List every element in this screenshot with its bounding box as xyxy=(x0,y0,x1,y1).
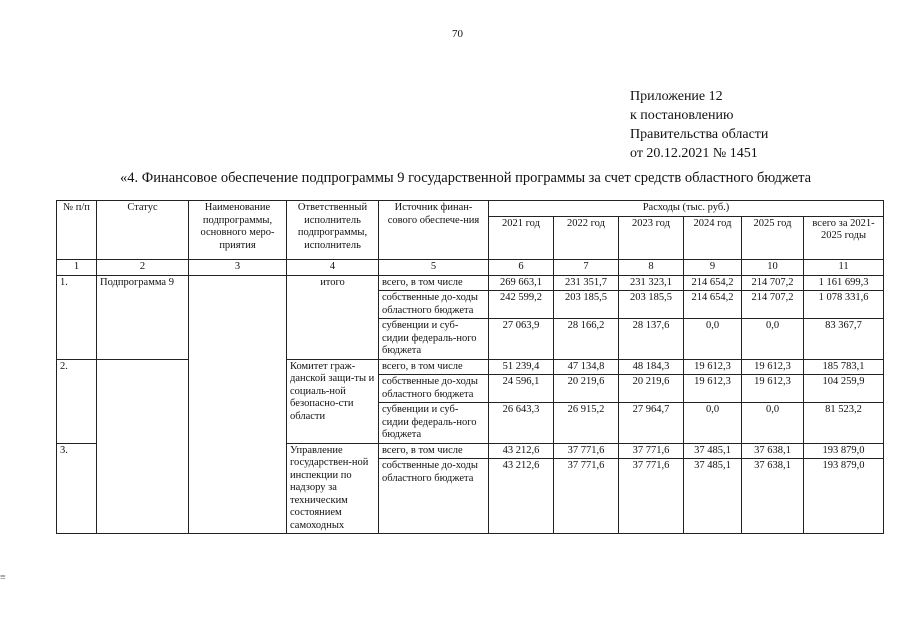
row-source: всего, в том числе xyxy=(379,275,489,291)
value-cell: 37 771,6 xyxy=(619,459,684,534)
value-cell: 37 485,1 xyxy=(684,459,742,534)
value-cell: 203 185,5 xyxy=(554,291,619,319)
row-source: всего, в том числе xyxy=(379,359,489,375)
value-cell: 27 964,7 xyxy=(619,403,684,444)
value-cell: 203 185,5 xyxy=(619,291,684,319)
table-row xyxy=(57,275,884,291)
value-cell: 26 915,2 xyxy=(554,403,619,444)
value-cell: 231 351,7 xyxy=(554,275,619,291)
value-cell: 27 063,9 xyxy=(489,319,554,360)
value-cell: 0,0 xyxy=(684,403,742,444)
header-name: Наименование подпрограммы, основного меро-приятия xyxy=(189,201,287,260)
value-cell: 48 184,3 xyxy=(619,359,684,375)
document-heading: «4. Финансовое обеспечение подпрограммы 9 государственной программы за счет средств областного бюджета xyxy=(120,170,812,186)
value-cell: 193 879,0 xyxy=(804,459,884,534)
row-num: 2. xyxy=(57,359,97,443)
value-cell: 242 599,2 xyxy=(489,291,554,319)
header-total: всего за 2021-2025 годы xyxy=(804,216,884,259)
appendix-line: к постановлению xyxy=(630,108,734,123)
value-cell: 0,0 xyxy=(684,319,742,360)
row-source: всего, в том числе xyxy=(379,443,489,459)
value-cell: 231 323,1 xyxy=(619,275,684,291)
column-number: 11 xyxy=(804,259,884,275)
value-cell: 214 654,2 xyxy=(684,291,742,319)
table-row xyxy=(57,359,884,375)
header-year: 2021 год xyxy=(489,216,554,259)
row-name xyxy=(189,275,287,534)
value-cell: 185 783,1 xyxy=(804,359,884,375)
value-cell: 0,0 xyxy=(742,319,804,360)
value-cell: 214 707,2 xyxy=(742,291,804,319)
column-number: 2 xyxy=(97,259,189,275)
header-num: № п/п xyxy=(57,201,97,260)
column-number: 7 xyxy=(554,259,619,275)
row-num: 3. xyxy=(57,443,97,534)
value-cell: 83 367,7 xyxy=(804,319,884,360)
value-cell: 37 638,1 xyxy=(742,443,804,459)
column-number: 9 xyxy=(684,259,742,275)
column-number: 4 xyxy=(287,259,379,275)
value-cell: 37 771,6 xyxy=(554,443,619,459)
value-cell: 0,0 xyxy=(742,403,804,444)
row-num: 1. xyxy=(57,275,97,359)
column-number: 3 xyxy=(189,259,287,275)
value-cell: 47 134,8 xyxy=(554,359,619,375)
value-cell: 37 771,6 xyxy=(619,443,684,459)
value-cell: 37 485,1 xyxy=(684,443,742,459)
value-cell: 43 212,6 xyxy=(489,443,554,459)
value-cell: 20 219,6 xyxy=(554,375,619,403)
appendix-line: Приложение 12 xyxy=(630,89,723,104)
header-expenses: Расходы (тыс. руб.) xyxy=(489,201,884,217)
row-executor: итого xyxy=(287,275,379,359)
row-source: собственные до-ходы областного бюджета xyxy=(379,459,489,534)
appendix-line: Правительства области xyxy=(630,127,769,142)
financing-table xyxy=(56,200,884,534)
row-source: собственные до-ходы областного бюджета xyxy=(379,291,489,319)
value-cell: 37 771,6 xyxy=(554,459,619,534)
row-executor: Комитет граж-данской защи-ты и социаль-ной безопасно-сти области xyxy=(287,359,379,443)
value-cell: 24 596,1 xyxy=(489,375,554,403)
value-cell: 1 161 699,3 xyxy=(804,275,884,291)
appendix-block xyxy=(630,87,768,163)
value-cell: 51 239,4 xyxy=(489,359,554,375)
header-executor: Ответственный исполнитель подпрограммы, исполнитель xyxy=(287,201,379,260)
value-cell: 214 654,2 xyxy=(684,275,742,291)
column-number: 5 xyxy=(379,259,489,275)
value-cell: 269 663,1 xyxy=(489,275,554,291)
value-cell: 193 879,0 xyxy=(804,443,884,459)
row-source: субвенции и суб-сидии федераль-ного бюджета xyxy=(379,403,489,444)
row-source: субвенции и суб-сидии федераль-ного бюджета xyxy=(379,319,489,360)
value-cell: 19 612,3 xyxy=(742,375,804,403)
header-year: 2024 год xyxy=(684,216,742,259)
value-cell: 26 643,3 xyxy=(489,403,554,444)
row-status: Подпрограмма 9 xyxy=(97,275,189,359)
header-year: 2023 год xyxy=(619,216,684,259)
row-source: собственные до-ходы областного бюджета xyxy=(379,375,489,403)
value-cell: 19 612,3 xyxy=(684,375,742,403)
row-executor: Управление государствен-ной инспекции по надзору за техническим состоянием самоходных xyxy=(287,443,379,534)
column-number: 8 xyxy=(619,259,684,275)
appendix-line: от 20.12.2021 № 1451 xyxy=(630,146,758,161)
margin-mark: ≡ xyxy=(0,572,6,583)
column-number: 10 xyxy=(742,259,804,275)
header-source: Источник финан-сового обеспече-ния xyxy=(379,201,489,260)
value-cell: 81 523,2 xyxy=(804,403,884,444)
value-cell: 214 707,2 xyxy=(742,275,804,291)
value-cell: 104 259,9 xyxy=(804,375,884,403)
column-number: 6 xyxy=(489,259,554,275)
page-number: 70 xyxy=(452,28,463,40)
header-status: Статус xyxy=(97,201,189,260)
value-cell: 1 078 331,6 xyxy=(804,291,884,319)
header-year: 2025 год xyxy=(742,216,804,259)
value-cell: 19 612,3 xyxy=(742,359,804,375)
column-number: 1 xyxy=(57,259,97,275)
value-cell: 28 166,2 xyxy=(554,319,619,360)
header-year: 2022 год xyxy=(554,216,619,259)
value-cell: 20 219,6 xyxy=(619,375,684,403)
value-cell: 43 212,6 xyxy=(489,459,554,534)
row-status xyxy=(97,359,189,534)
value-cell: 19 612,3 xyxy=(684,359,742,375)
value-cell: 37 638,1 xyxy=(742,459,804,534)
value-cell: 28 137,6 xyxy=(619,319,684,360)
